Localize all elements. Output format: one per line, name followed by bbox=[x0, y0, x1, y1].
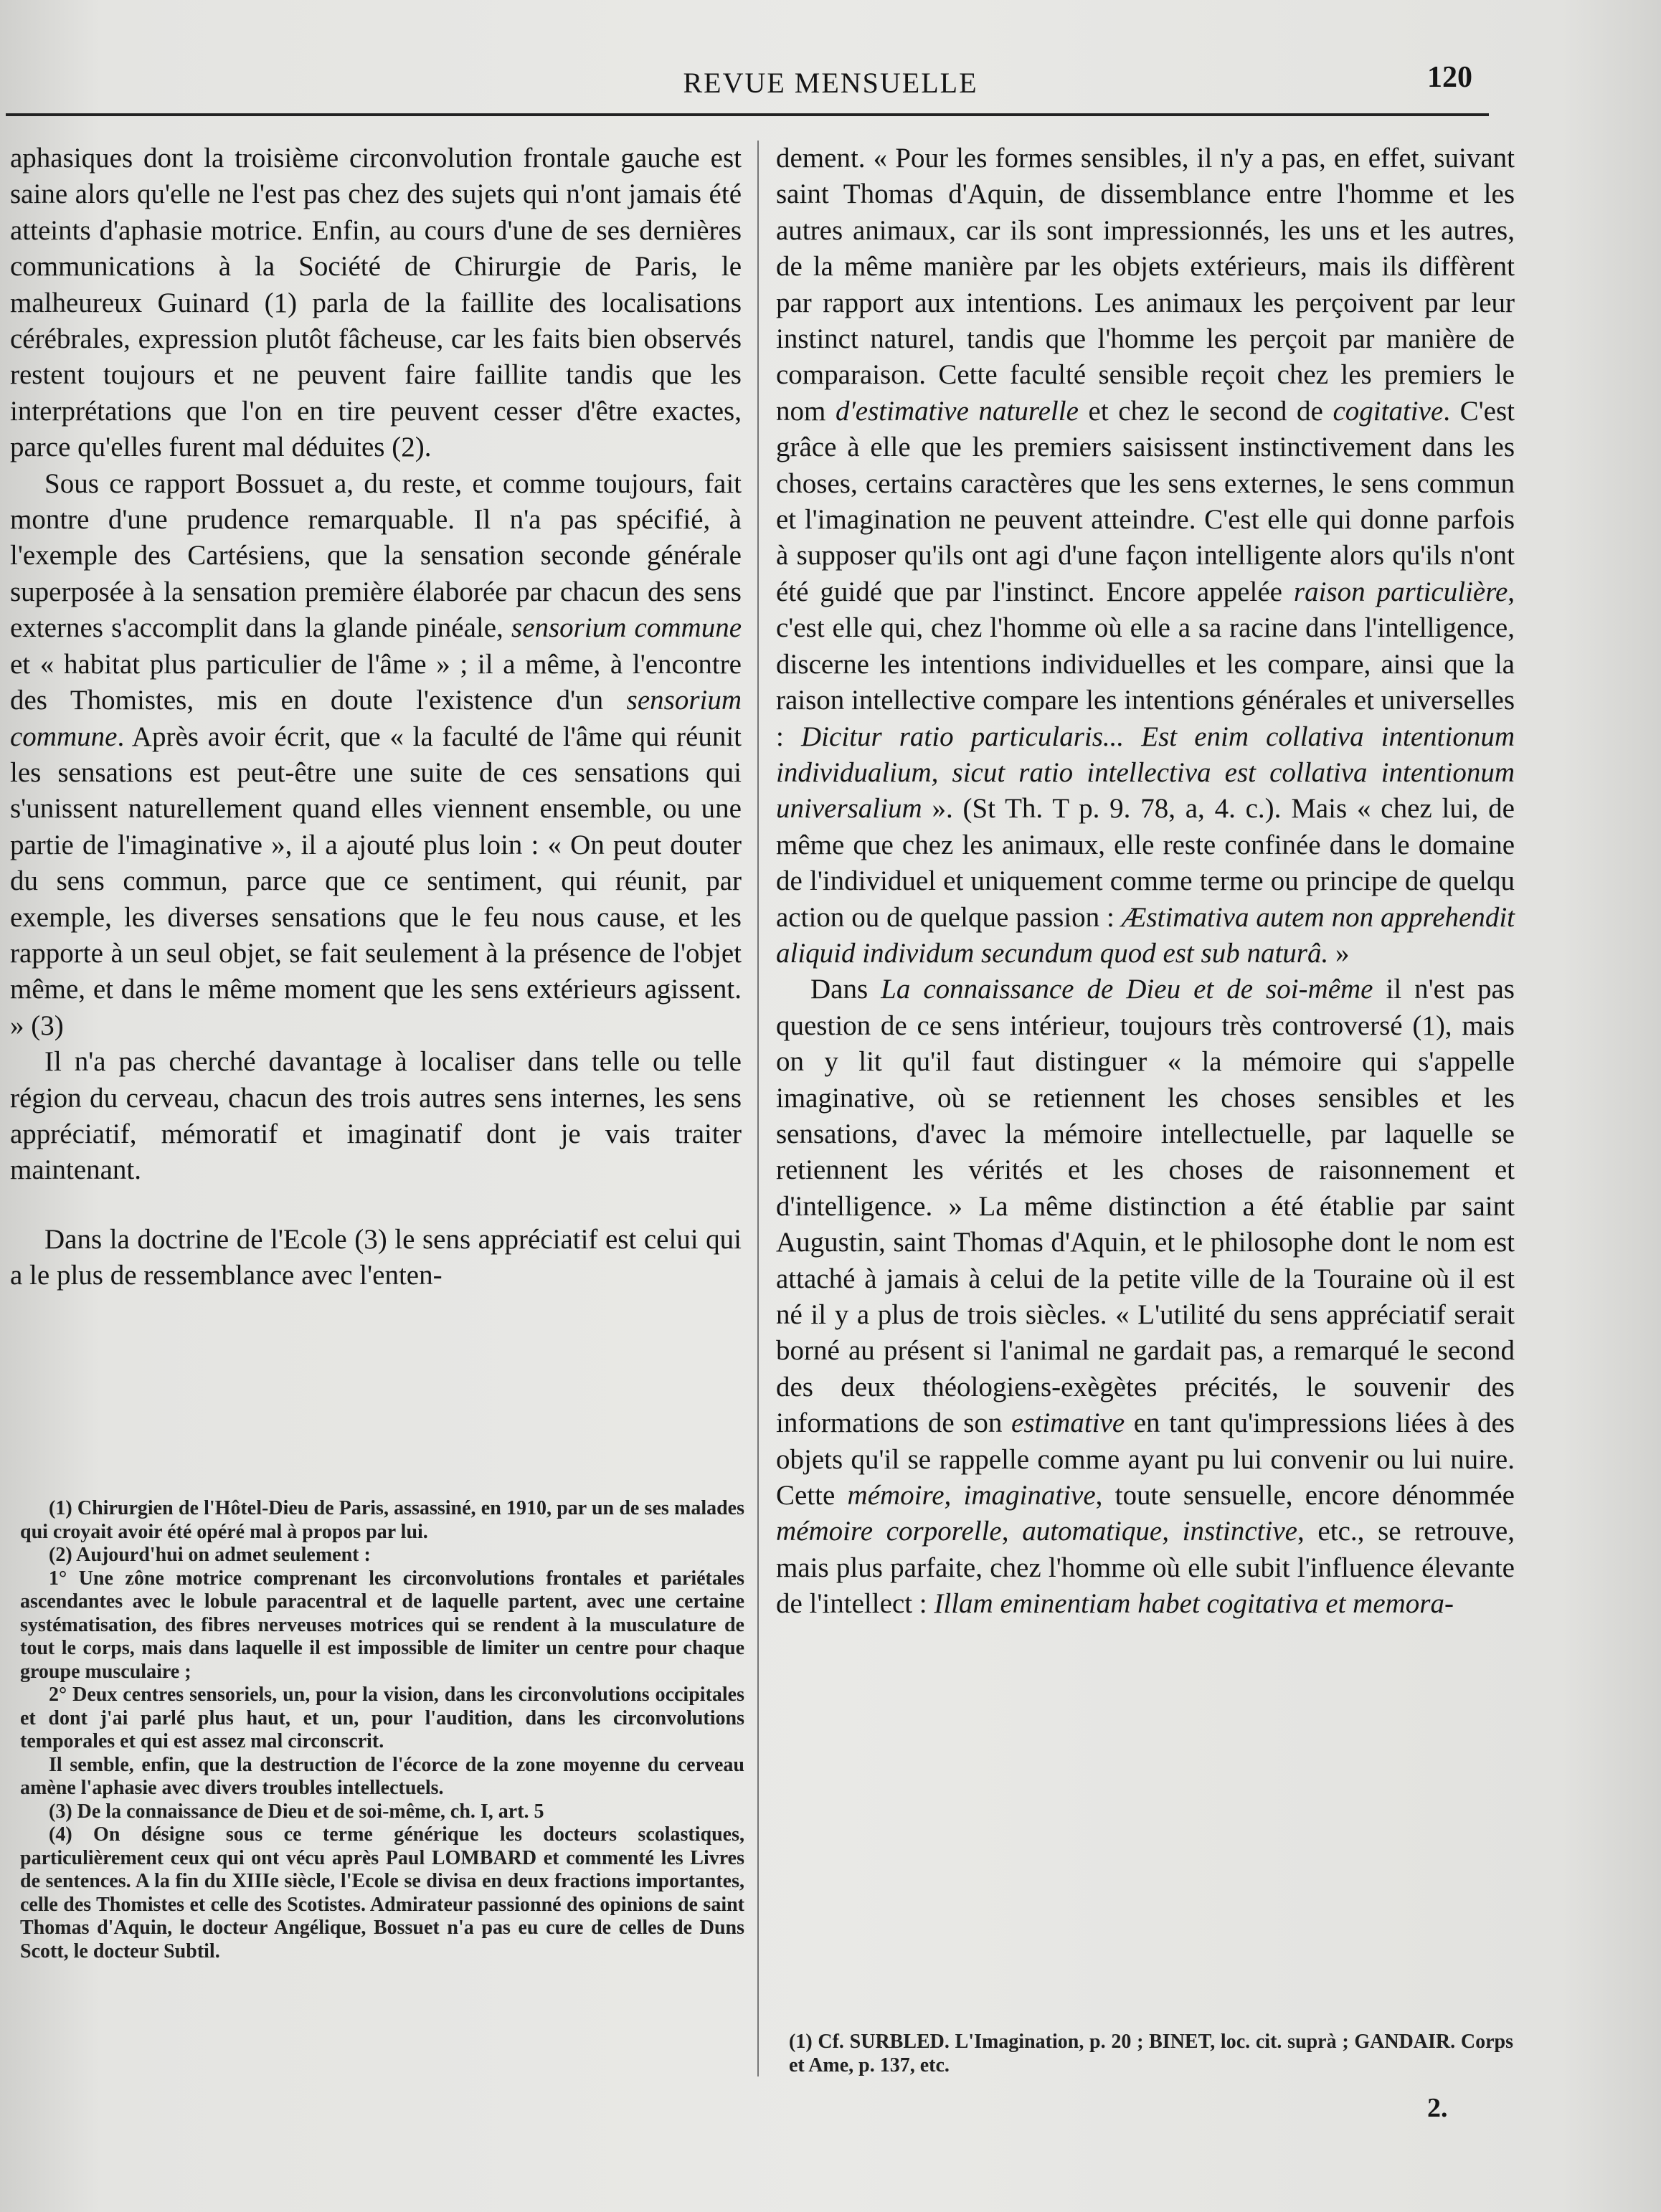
text-span: en tant qu'impressions liées à des objets qu'il se rappelle comme ayant pu lui convenir ou lui nuire. Cette bbox=[776, 1408, 1515, 1511]
footnote: 2° Deux centres sensoriels, un, pour la vision, dans les circonvolutions occipitales et dont j'ai parlé plus haut, et un, pour l'audition, dans les circonvolutions temporales et qui est assez mal circonscrit. bbox=[20, 1684, 744, 1752]
italic-term: sensorium commune bbox=[511, 612, 742, 644]
right-paragraph-1 bbox=[776, 141, 1515, 972]
text-span: et « habitat plus particulier de l'âme » ; il a même, à l'encontre des Thomistes, mis en doute l'existence d'un bbox=[10, 648, 742, 716]
italic-term: mémoire, imaginative bbox=[847, 1480, 1096, 1511]
right-column bbox=[776, 141, 1515, 1623]
text-span: . Après avoir écrit, que « la faculté de l'âme qui réunit les sensations est peut-être une suite de ces sensations qui s'unissent naturellement quand elles viennent ensemble, ou une partie de l'imaginative », il a ajouté plus loin : « On peut douter du sens commun, parce que ce sentiment, qui réunit, par exemple, les diverses sensations que le feu nous cause, et les rapporte à un seul objet, se fait seulement à la présence de l'objet même, et dans le même moment que les sens extérieurs agissent. » (3) bbox=[10, 721, 742, 1041]
right-paragraph-2 bbox=[776, 972, 1515, 1622]
footnote: (1) Chirurgien de l'Hôtel-Dieu de Paris, assassiné, en 1910, par un de ses malades qui croyait avoir été opéré mal à propos par lui. bbox=[20, 1497, 744, 1543]
italic-term: sensorium commune bbox=[10, 685, 742, 752]
text-span: . C'est grâce à elle que les premiers saisissent instinctivement dans les choses, certains caractères que les sens externes, le sens commun et l'imagination ne peuvent atteindre. C'est elle qui donne parfois à supposer qu'ils ont agi d'une façon intelligente alors qu'ils n'ont été guidé que par l'instinct. Encore appelée bbox=[776, 395, 1515, 607]
latin-quote: Dicitur ratio particularis... Est enim collativa intentionum individualium, sicut ratio intellectiva est collativa intentionum universalium bbox=[776, 721, 1515, 825]
footnote: (2) Aujourd'hui on admet seulement : bbox=[49, 1544, 371, 1566]
text-span: Dans bbox=[810, 974, 869, 1005]
latin-quote: Illam eminentiam habet cogitativa et memora- bbox=[934, 1588, 1454, 1620]
latin-quote: Æstimativa autem non apprehendit aliquid individum secundum quod est sub naturâ. bbox=[776, 901, 1515, 969]
column-divider bbox=[757, 141, 759, 2076]
italic-term: estimative bbox=[1011, 1408, 1125, 1439]
footnote: Il semble, enfin, que la destruction de l'écorce de la zone moyenne du cerveau amène l'aphasie avec divers troubles intellectuels. bbox=[20, 1753, 744, 1799]
text-span: Sous ce rapport Bossuet a, du reste, et comme toujours, fait montre d'une prudence remarquable. Il n'a pas spécifié, à l'exemple des Cartésiens, que la sensation seconde générale superposée à la sensation première élaborée par chacun des sens externes s'accomplit dans la glande pinéale, bbox=[10, 467, 742, 644]
left-paragraph-4: Dans la doctrine de l'Ecole (3) le sens appréciatif est celui qui a le plus de ressemblance avec l'enten- bbox=[10, 1223, 742, 1291]
left-footnotes bbox=[20, 1497, 744, 1963]
footnote: (4) On désigne sous ce terme générique les docteurs scolastiques, particulièrement ceux qui ont vécu après Paul LOMBARD et commenté les Livres de sentences. A la fin du XIIIe siècle, l'Ecole se divisa en deux fractions importantes, celle des Thomistes et celle des Scotistes. Admirateur passionné des opinions de saint Thomas d'Aquin, le docteur Angélique, Bossuet n'a pas eu cure de celles de Duns Scott, le docteur Subtil. bbox=[20, 1823, 744, 1962]
text-span: , c'est elle qui, chez l'homme où elle a sa racine dans l'intelligence, discerne les intentions individuelles et les compare, ainsi que la raison intellective compare les intentions générales et universelles : bbox=[776, 576, 1515, 752]
italic-term: d'estimative naturelle bbox=[835, 395, 1079, 427]
italic-term: mémoire corporelle, automatique, instinctive bbox=[776, 1516, 1297, 1547]
page-number: 120 bbox=[1427, 61, 1472, 94]
left-paragraph-1: aphasiques dont la troisième circonvolution frontale gauche est saine alors qu'elle ne l'est pas chez des sujets qui n'ont jamais été atteints d'aphasie motrice. Enfin, au cours d'une de ses dernières communications à la Société de Chirurgie de Paris, le malheureux Guinard (1) parla de la faillite des localisations cérébrales, expression plutôt fâcheuse, car les faits bien observés restent toujours et ne peuvent faire faillite tandis que les interprétations que l'on en tire peuvent cesser d'être exactes, parce qu'elles furent mal déduites (2). bbox=[10, 143, 742, 463]
text-span: , toute sensuelle, encore dénommée bbox=[1095, 1480, 1515, 1511]
italic-term: La connaissance de Dieu et de soi-même bbox=[881, 974, 1373, 1005]
italic-term: cogitative bbox=[1333, 395, 1444, 427]
text-span: ». (St Th. T p. 9. 78, a, 4. c.). Mais « chez lui, de même que chez les animaux, elle reste confinée dans le domaine de l'individuel et uniquement comme terme ou principe de quelqu action ou de quelque passion : bbox=[776, 793, 1515, 933]
right-footnotes bbox=[789, 2031, 1513, 2077]
running-title: REVUE MENSUELLE bbox=[683, 67, 978, 99]
footnote: (1) Cf. SURBLED. L'Imagination, p. 20 ; BINET, loc. cit. suprà ; GANDAIR. Corps et Ame, p. 137, etc. bbox=[789, 2031, 1513, 2076]
footnote: (3) De la connaissance de Dieu et de soi-même, ch. I, art. 5 bbox=[49, 1800, 544, 1823]
footnote: 1° Une zône motrice comprenant les circonvolutions frontales et pariétales ascendantes avec le lobule paracentral et de laquelle partent, avec une certaine systématisation, des fibres nerveuses motrices qui se rendent à la musculature de tout le corps, mais dans laquelle il est impossible de limiter un centre pour chaque groupe musculaire ; bbox=[20, 1567, 744, 1683]
text-span: il n'est pas question de ce sens intérieur, toujours très controversé (1), mais on y lit qu'il faut distinguer « la mémoire qui s'appelle imaginative, où se retiennent les choses sensibles et les sensations, d'avec la mémoire intellectuelle, par laquelle se retiennent les vérités et les choses de raisonnement et d'intelligence. » La même distinction a été établie par saint Augustin, saint Thomas d'Aquin, et le philosophe dont le nom est attaché à jamais à celui de la petite ville de la Touraine où il est né il y a plus de trois siècles. « L'utilité du sens appréciatif serait borné au présent si l'animal ne gardait pas, a remarqué le second des deux théologiens-exègètes précités, le souvenir des informations de son bbox=[776, 974, 1515, 1439]
left-paragraph-2 bbox=[10, 466, 742, 1045]
text-span: dement. « Pour les formes sensibles, il n'y a pas, en effet, suivant saint Thomas d'Aquin, de dissemblance entre l'homme et les autres animaux, car ils sont impressionnés, les uns et les autres, de la même manière par les objets extérieurs, mais ils diffèrent par rapport aux intentions. Les animaux les perçoivent par leur instinct naturel, tandis que l'homme les perçoit par manière de comparaison. Cette faculté sensible reçoit chez les premiers le nom bbox=[776, 143, 1515, 427]
header-rule bbox=[6, 113, 1489, 116]
text-span: , etc., se retrouve, mais plus parfaite, chez l'homme où elle subit l'influence élevante de l'intellect : bbox=[776, 1516, 1515, 1620]
text-span: et chez le second de bbox=[1088, 395, 1323, 427]
signature-mark: 2. bbox=[1427, 2093, 1448, 2123]
left-column bbox=[10, 141, 742, 1294]
text-span: » bbox=[1335, 937, 1350, 969]
italic-term: raison particulière bbox=[1293, 576, 1508, 607]
left-paragraph-3: Il n'a pas cherché davantage à localiser dans telle ou telle région du cerveau, chacun des trois autres sens internes, les sens appréciatif, mémoratif et imaginatif dont je vais traiter maintenant. bbox=[10, 1046, 742, 1186]
